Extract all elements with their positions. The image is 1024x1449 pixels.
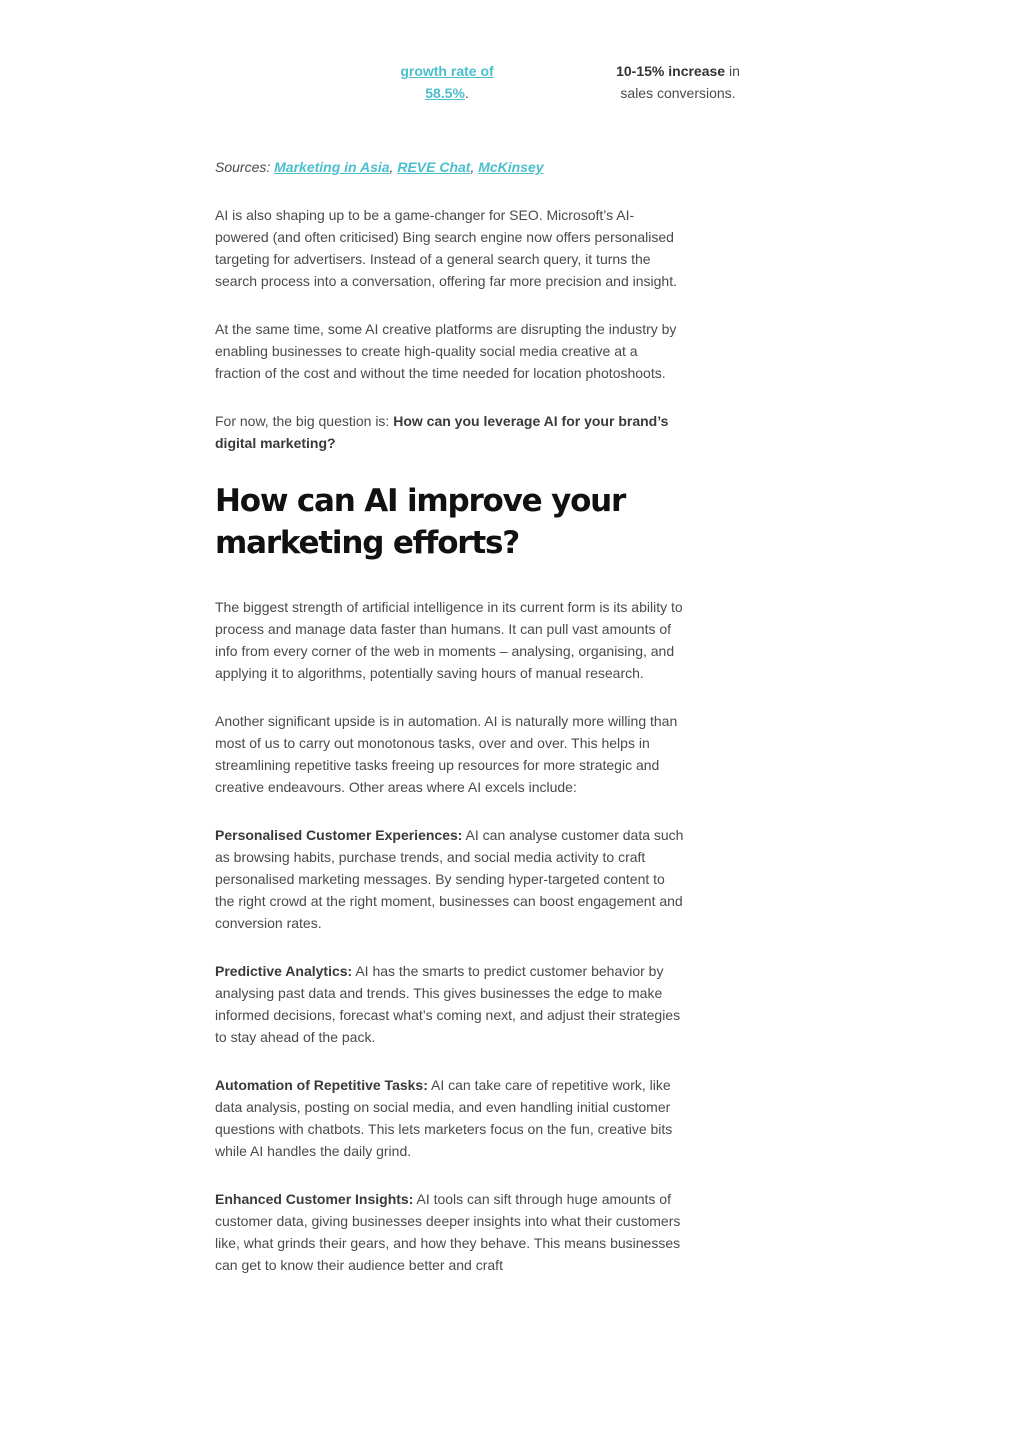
- growth-rate-link-line1: growth rate of: [400, 63, 494, 79]
- growth-rate-suffix: .: [464, 85, 469, 101]
- paragraph-strength: The biggest strength of artificial intelligence in its current form is its ability to process and manage data faster than humans. It can pull vast amounts of info from every corner of the web in moments – analysing, organising, and applying it to algorithms, potentially saving hours of manual research.: [215, 599, 683, 681]
- list-item-title: Predictive Analytics:: [215, 963, 353, 979]
- sales-increase-bold: 10-15% increase: [616, 63, 726, 79]
- sources-label: Sources:: [215, 159, 275, 175]
- paragraph-question: [215, 410, 685, 454]
- sales-increase-text-line2: sales conversions.: [620, 85, 736, 101]
- list-item-text: AI can take care of repetitive work, like data analysis, posting on social media, and even handling initial customer questions with chatbots. This lets marketers focus on the fun, creative bits while AI handles the daily grind.: [215, 1077, 673, 1159]
- article-content: [215, 156, 685, 1302]
- list-item-insights: [215, 1188, 685, 1276]
- source-link-mckinsey[interactable]: McKinsey: [478, 159, 544, 175]
- list-item-automation: [215, 1074, 685, 1162]
- question-bold: How can you leverage AI for your brand’s digital marketing?: [215, 413, 669, 451]
- list-item-title: Automation of Repetitive Tasks:: [215, 1077, 428, 1093]
- sources-separator: ,: [389, 159, 398, 175]
- section-heading: How can AI improve your marketing efforts?: [215, 483, 626, 561]
- list-item-text: AI tools can sift through huge amounts of customer data, giving businesses deeper insights into what their customers like, what grinds their gears, and how they behave. This means businesses can get to know their audience better and craft: [215, 1191, 681, 1273]
- list-item-personalised: [215, 824, 685, 934]
- list-item-text: AI can analyse customer data such as browsing habits, purchase trends, and social media activity to craft personalised marketing messages. By sending hyper-targeted content to the right crowd at the right moment, businesses can boost engagement and conversion rates.: [215, 827, 684, 931]
- stats-row: [0, 60, 1024, 110]
- sources-line: [215, 156, 685, 178]
- sources-separator: ,: [470, 159, 479, 175]
- list-item-title: Enhanced Customer Insights:: [215, 1191, 414, 1207]
- stat-sales-increase: [598, 60, 758, 104]
- stat-growth-rate: [377, 60, 517, 104]
- list-item-title: Personalised Customer Experiences:: [215, 827, 463, 843]
- list-item-predictive: [215, 960, 685, 1048]
- sales-increase-text-line1: in: [725, 63, 740, 79]
- paragraph-automation: Another significant upside is in automation. AI is naturally more willing than most of us to carry out monotonous tasks, over and over. This helps in streamlining repetitive tasks freeing up resources for more strategic and creative endeavours. Other areas where AI excels include:: [215, 713, 678, 795]
- source-link-reve-chat[interactable]: REVE Chat: [397, 159, 471, 175]
- growth-rate-link[interactable]: [400, 63, 493, 101]
- source-link-marketing-in-asia[interactable]: Marketing in Asia: [274, 159, 390, 175]
- paragraph-creative: At the same time, some AI creative platforms are disrupting the industry by enabling businesses to create high-quality social media creative at a fraction of the cost and without the time needed for location photoshoots.: [215, 321, 677, 381]
- question-prefix: For now, the big question is:: [215, 413, 394, 429]
- paragraph-seo: AI is also shaping up to be a game-changer for SEO. Microsoft’s AI-powered (and often criticised) Bing search engine now offers personalised targeting for advertisers. Instead of a general search query, it turns the search process into a conversation, offering far more precision and insight.: [215, 207, 677, 289]
- growth-rate-link-line2: 58.5%: [425, 85, 465, 101]
- list-item-text: AI has the smarts to predict customer behavior by analysing past data and trends. This gives businesses the edge to make informed decisions, forecast what’s coming next, and adjust their strategies to stay ahead of the pack.: [215, 963, 681, 1045]
